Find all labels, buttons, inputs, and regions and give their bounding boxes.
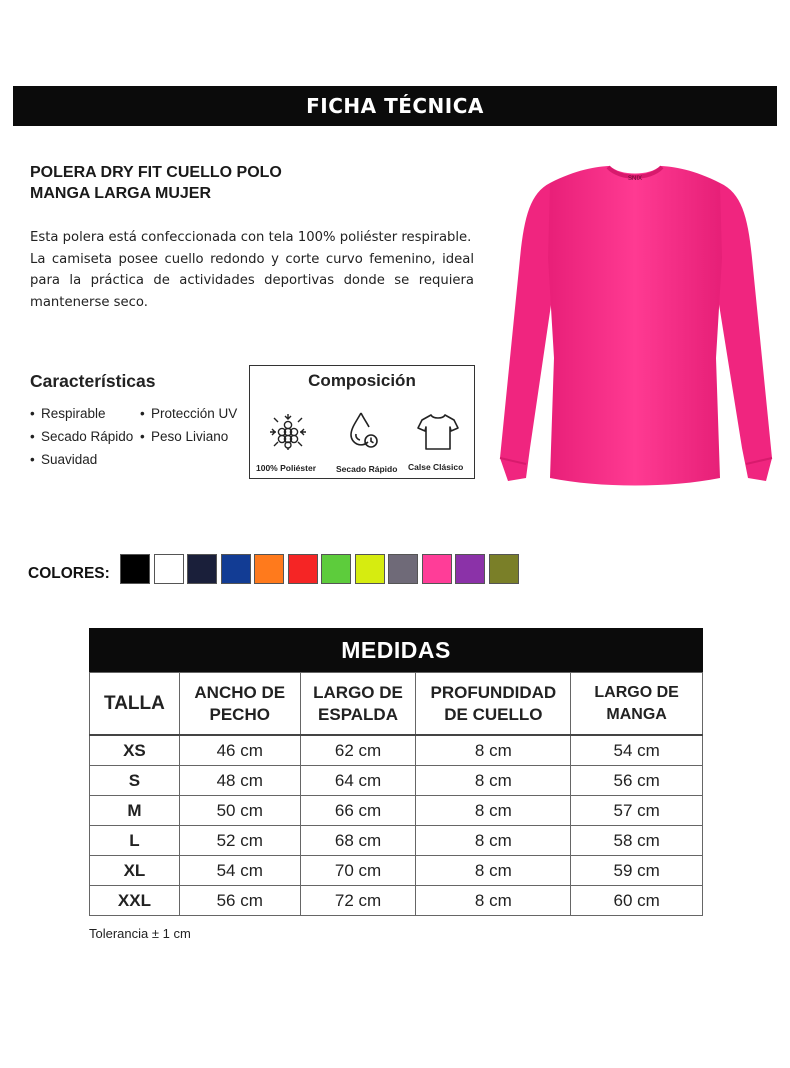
table-cell: 8 cm — [416, 826, 571, 856]
table-cell: 52 cm — [179, 826, 300, 856]
size-cell: XS — [90, 735, 180, 766]
composicion-label: Secado Rápido — [336, 464, 398, 474]
shirt-body — [500, 166, 772, 486]
list-item: • Secado Rápido — [30, 429, 134, 444]
shirt-brand-label: SNIX — [627, 176, 643, 182]
composicion-box — [249, 365, 475, 479]
color-swatch[interactable] — [187, 554, 217, 584]
table-cell: 62 cm — [300, 735, 416, 766]
list-item: • Suavidad — [30, 452, 98, 467]
column-header-ancho-pecho: ANCHO DE PECHO — [179, 673, 300, 736]
color-swatch[interactable] — [221, 554, 251, 584]
table-header-row — [90, 673, 703, 736]
polyester-fiber-icon — [268, 412, 308, 452]
product-title — [30, 162, 490, 204]
table-cell: 59 cm — [571, 856, 703, 886]
table-row — [90, 796, 703, 826]
column-header-largo-espalda: LARGO DE ESPALDA — [300, 673, 416, 736]
description-paragraph-1: Esta polera está confeccionada con tela 100% poliéster respirable. — [30, 230, 472, 245]
tolerancia-note: Tolerancia ± 1 cm — [89, 926, 191, 941]
medidas-table — [89, 672, 703, 916]
size-cell: S — [90, 766, 180, 796]
ficha-tecnica-banner — [13, 86, 777, 126]
table-cell: 8 cm — [416, 856, 571, 886]
table-row — [90, 886, 703, 916]
quick-dry-drop-icon — [346, 410, 380, 452]
size-cell: XXL — [90, 886, 180, 916]
list-item: • Peso Liviano — [140, 429, 229, 444]
medidas-banner — [89, 628, 703, 672]
color-swatch[interactable] — [489, 554, 519, 584]
page-title: FICHA TÉCNICA — [306, 94, 484, 118]
table-cell: 46 cm — [179, 735, 300, 766]
table-cell: 56 cm — [571, 766, 703, 796]
composicion-title: Composición — [308, 371, 416, 390]
medidas-title: MEDIDAS — [341, 636, 451, 663]
table-cell: 72 cm — [300, 886, 416, 916]
table-cell: 66 cm — [300, 796, 416, 826]
color-swatch[interactable] — [388, 554, 418, 584]
description-paragraph-2: La camiseta posee cuello redondo y corte curvo femenino, ideal para la práctica de actividades deportivas donde se requiera mantenerse seco. — [30, 251, 474, 310]
composicion-label: Calse Clásico — [408, 462, 464, 472]
table-cell: 8 cm — [416, 796, 571, 826]
table-row — [90, 735, 703, 766]
table-cell: 70 cm — [300, 856, 416, 886]
product-description — [30, 227, 474, 313]
table-cell: 48 cm — [179, 766, 300, 796]
column-header-largo-manga: LARGO DE MANGA — [571, 673, 703, 736]
classic-tshirt-icon — [416, 412, 460, 452]
product-title-line-2: MANGA LARGA MUJER — [30, 185, 212, 202]
color-swatch[interactable] — [120, 554, 150, 584]
table-cell: 54 cm — [179, 856, 300, 886]
caracteristicas-title: Características — [30, 371, 156, 391]
column-header-profundidad-cuello: PROFUNDIDAD DE CUELLO — [416, 673, 571, 736]
product-title-line-1: POLERA DRY FIT CUELLO POLO — [30, 164, 282, 181]
table-cell: 68 cm — [300, 826, 416, 856]
color-swatch[interactable] — [422, 554, 452, 584]
size-cell: M — [90, 796, 180, 826]
color-swatch[interactable] — [288, 554, 318, 584]
color-swatch[interactable] — [254, 554, 284, 584]
colores-label: COLORES: — [28, 565, 110, 582]
table-cell: 56 cm — [179, 886, 300, 916]
color-swatch[interactable] — [455, 554, 485, 584]
table-row — [90, 826, 703, 856]
color-swatch[interactable] — [321, 554, 351, 584]
table-row — [90, 856, 703, 886]
table-cell: 54 cm — [571, 735, 703, 766]
table-row — [90, 766, 703, 796]
table-cell: 57 cm — [571, 796, 703, 826]
table-cell: 8 cm — [416, 766, 571, 796]
color-swatch[interactable] — [355, 554, 385, 584]
list-item: • Protección UV — [140, 406, 238, 421]
table-cell: 8 cm — [416, 886, 571, 916]
column-header-talla: TALLA — [90, 673, 180, 736]
color-swatches — [120, 554, 522, 585]
size-cell: L — [90, 826, 180, 856]
size-cell: XL — [90, 856, 180, 886]
table-cell: 64 cm — [300, 766, 416, 796]
table-cell: 58 cm — [571, 826, 703, 856]
table-cell: 50 cm — [179, 796, 300, 826]
table-cell: 8 cm — [416, 735, 571, 766]
color-swatch[interactable] — [154, 554, 184, 584]
list-item: • Respirable — [30, 406, 106, 421]
composicion-label: 100% Poliéster — [256, 463, 317, 473]
pink-long-sleeve-shirt-image — [490, 158, 780, 488]
table-cell: 60 cm — [571, 886, 703, 916]
